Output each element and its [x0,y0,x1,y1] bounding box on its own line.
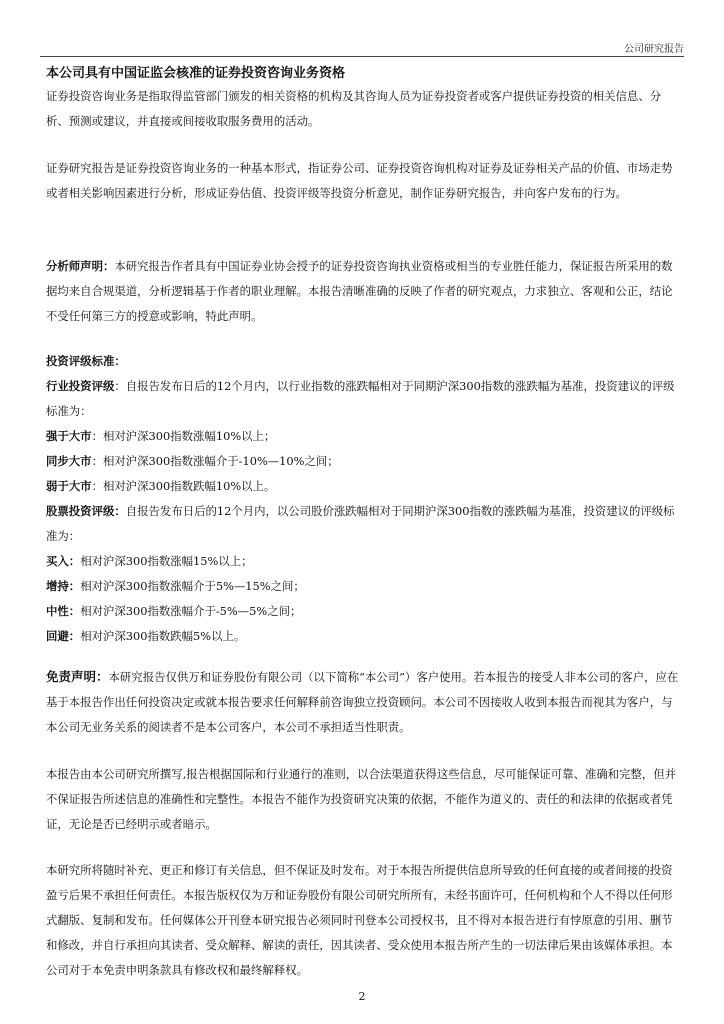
rating-item-text: ：相对沪深300指数涨幅介于-10%—10%之间； [91,454,339,468]
disclaimer-paragraph-3: 本研究所将随时补充、更正和修订有关信息，但不保证及时发布。对于本报告所提供信息所导致的任何直接的或者间接的投资盈亏后果不承担任何责任。本报告版权仅为万和证券股份有限公司研究所所有，未经书面许可，任何机构和个人不得以任何形式翻版、复制和发布。任何媒体公开刊登本研究报告必须同时刊登本公司授权书，且不得对本报告进行有悖原意的引用、删节和修改，并自行承担向其读者、受众解释、解读的责任，因其读者、受众使用本报告所产生的一切法律后果由该媒体承担。本公司对于本免责申明条款具有修改权和最终解释权。 [46,863,673,977]
analyst-statement-label: 分析师声明： [46,259,115,273]
industry-rating-label: 行业投资评级 [46,379,115,393]
analyst-statement [46,254,680,329]
industry-rating-item [46,424,680,449]
rating-item-label: 买入： [46,554,81,568]
rating-item-label: 弱于大市 [46,479,92,493]
page-number: 2 [358,990,366,1003]
disclaimer-paragraph-2: 本报告由本公司研究所撰写,报告根据国际和行业通行的准则，以合法渠道获得这些信息，尽可能保证可靠、准确和完整，但并不保证报告所述信息的准确性和完整性。本报告不能作为投资研究决策的依据，不能作为道义的、责任的和法律的依据或者凭证，无论是否已经明示或者暗示。 [46,767,677,831]
header-rule [40,56,684,57]
disclaimer-paragraph-1 [46,664,680,740]
stock-rating-item [46,624,680,649]
rating-item-text: 相对沪深300指数涨幅15%以上； [80,554,253,568]
analyst-statement-text: 本研究报告作者具有中国证券业协会授予的证券投资咨询执业资格或相当的专业胜任能力，保证报告所采用的数据均来自合规渠道，分析逻辑基于作者的职业理解。本报告清晰准确的反映了作者的研究观点，力求独立、客观和公正，结论不受任何第三方的授意或影响，特此声明。 [46,259,673,323]
industry-rating-item [46,449,680,474]
rating-item-label: 增持： [46,579,81,593]
rating-item-label: 同步大市 [46,454,92,468]
intro-paragraph-1: 证券投资咨询业务是指取得监管部门颁发的相关资格的机构及其咨询人员为证券投资者或客户提供证券投资的相关信息、分析、预测或建议，并直接或间接收取服务费用的活动。 [46,89,662,128]
stock-rating-item [46,574,680,599]
industry-rating-item [46,474,680,499]
stock-rating [46,499,680,549]
rating-item-text: 相对沪深300指数涨幅介于5%—15%之间； [80,579,305,593]
stock-rating-text: 自报告发布日后的12个月内，以公司股价涨跌幅相对于同期沪深300指数的涨跌幅为基准，投资建议的评级标准为： [46,504,675,543]
rating-title: 投资评级标准： [46,354,126,368]
rating-item-label: 强于大市 [46,429,92,443]
page-title: 本公司具有中国证监会核准的证券投资咨询业务资格 [46,66,346,81]
rating-item-text: 相对沪深300指数涨幅介于-5%—5%之间； [80,604,302,618]
header-label: 公司研究报告 [624,44,684,55]
rating-item-text: ：相对沪深300指数跌幅10%以上。 [91,479,276,493]
rating-item-label: 回避： [46,629,81,643]
stock-rating-label: 股票投资评级： [46,504,126,518]
stock-rating-item [46,599,680,624]
industry-rating-text: ：自报告发布日后的12个月内，以行业指数的涨跌幅相对于同期沪深300指数的涨跌幅为基准，投资建议的评级标准为： [46,379,675,418]
rating-item-label: 中性： [46,604,81,618]
disclaimer-text: 本研究报告仅供万和证券股份有限公司（以下简称“本公司”）客户使用。若本报告的接受人非本公司的客户，应在基于本报告作出任何投资决定或就本报告要求任何解释前咨询独立投资顾问。本公司不因接收人收到本报告而视其为客户，与本公司无业务关系的阅读者不是本公司客户，本公司不承担适当性职责。 [46,670,679,734]
intro-paragraph-2: 证券研究报告是证券投资咨询业务的一种基本形式，指证券公司、证券投资咨询机构对证券及证券相关产品的价值、市场走势或者相关影响因素进行分析，形成证券估值、投资评级等投资分析意见，制作证券研究报告，并向客户发布的行为。 [46,161,673,200]
rating-item-text: 相对沪深300指数跌幅5%以上。 [80,629,246,643]
rating-item-text: ：相对沪深300指数涨幅10%以上； [91,429,276,443]
disclaimer-label: 免责声明： [46,669,109,684]
rating-section [46,349,680,649]
industry-rating [46,374,680,424]
stock-rating-item [46,549,680,574]
